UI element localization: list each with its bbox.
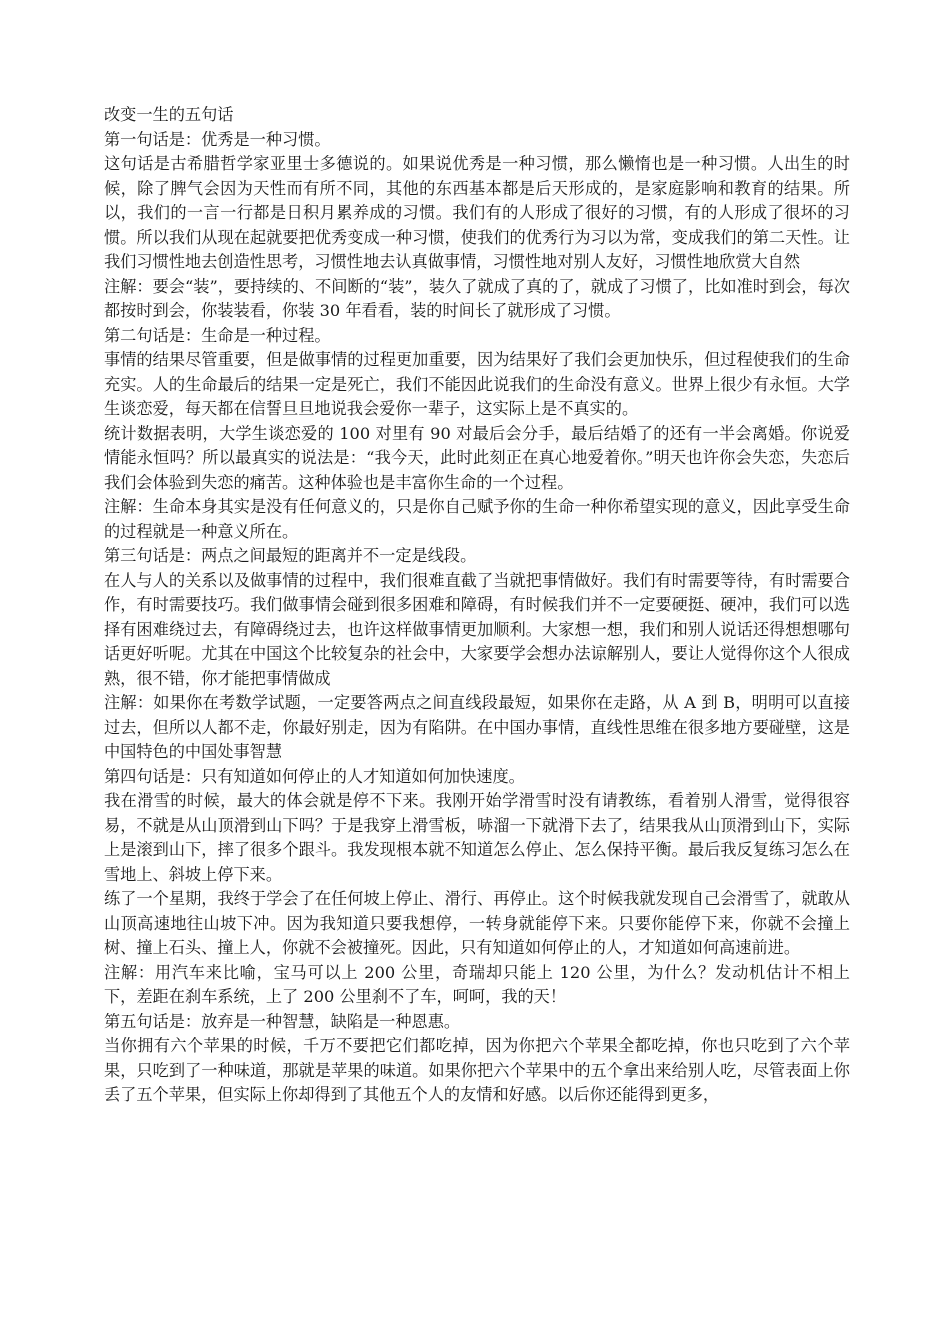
- annotation-paragraph: 注解：如果你在考数学试题，一定要答两点之间直线段最短，如果你在走路，从 A 到 B，明明可以直接过去，但所以人都不走，你最好别走，因为有陷阱。在中国办事情，直线性思维在很多地方要碰壁，这是中国特色的中国处事智慧: [104, 693, 850, 761]
- body-paragraph: 事情的结果尽管重要，但是做事情的过程更加重要，因为结果好了我们会更加快乐，但过程使我们的生命充实。人的生命最后的结果一定是死亡，我们不能因此说我们的生命没有意义。世界上很少有永恒。大学生谈恋爱，每天都在信誓旦旦地说我会爱你一辈子，这实际上是不真实的。: [104, 350, 850, 418]
- body-paragraph: 在人与人的关系以及做事情的过程中，我们很难直截了当就把事情做好。我们有时需要等待，有时需要合作，有时需要技巧。我们做事情会碰到很多困难和障碍，有时候我们并不一定要硬挺、硬冲，我们可以选择有困难绕过去，有障碍绕过去，也许这样做事情更加顺利。大家想一想，我们和别人说话还得想想哪句话更好听呢。尤其在中国这个比较复杂的社会中，大家要学会想办法谅解别人，要让人觉得你这个人很成熟，很不错，你才能把事情做成: [104, 570, 850, 688]
- document-page: [104, 103, 850, 1108]
- annotation-paragraph: 注解：要会“装”，要持续的、不间断的“装”，装久了就成了真的了，就成了习惯了，比如准时到会，每次都按时到会，你装装看，你装 30 年看看，装的时间长了就形成了习惯。: [104, 276, 850, 320]
- body-paragraph: 当你拥有六个苹果的时候，千万不要把它们都吃掉，因为你把六个苹果全都吃掉，你也只吃到了六个苹果，只吃到了一种味道，那就是苹果的味道。如果你把六个苹果中的五个拿出来给别人吃，尽管表面上你丢了五个苹果，但实际上你却得到了其他五个人的友情和好感。以后你还能得到更多，: [104, 1036, 850, 1104]
- body-paragraph: 统计数据表明，大学生谈恋爱的 100 对里有 90 对最后会分手，最后结婚了的还有一半会离婚。你说爱情能永恒吗？所以最真实的说法是：“我今天，此时此刻正在真心地爱着你。”明天也许你会失恋，失恋后我们会体验到失恋的痛苦。这种体验也是丰富你生命的一个过程。: [104, 423, 850, 492]
- body-paragraph: 这句话是古希腊哲学家亚里士多德说的。如果说优秀是一种习惯，那么懒惰也是一种习惯。人出生的时候，除了脾气会因为天性而有所不同，其他的东西基本都是后天形成的，是家庭影响和教育的结果。所以，我们的一言一行都是日积月累养成的习惯。我们有的人形成了很好的习惯，有的人形成了很坏的习惯。所以我们从现在起就要把优秀变成一种习惯，使我们的优秀行为习以为常，变成我们的第二天性。让我们习惯性地去创造性思考，习惯性地去认真做事情，习惯性地对别人友好，习惯性地欣赏大自然: [104, 154, 850, 271]
- heading-sentence-3: 第三句话是：两点之间最短的距离并不一定是线段。: [104, 546, 477, 565]
- heading-sentence-1: 第一句话是：优秀是一种习惯。: [104, 129, 331, 149]
- annotation-paragraph: 注解：生命本身其实是没有任何意义的，只是你自己赋予你的生命一种你希望实现的意义，因此享受生命的过程就是一种意义所在。: [104, 497, 850, 541]
- heading-sentence-2: 第二句话是：生命是一种过程。: [104, 325, 331, 345]
- body-paragraph: 练了一个星期，我终于学会了在任何坡上停止、滑行、再停止。这个时候我就发现自己会滑雪了，就敢从山顶高速地往山坡下冲。因为我知道只要我想停，一转身就能停下来。只要你能停下来，你就不会撞上树、撞上石头、撞上人，你就不会被撞死。因此，只有知道如何停止的人，才知道如何高速前进。: [104, 889, 850, 957]
- body-paragraph: 我在滑雪的时候，最大的体会就是停不下来。我刚开始学滑雪时没有请教练，看着别人滑雪，觉得很容易，不就是从山顶滑到山下吗？于是我穿上滑雪板，哧溜一下就滑下去了，结果我从山顶滑到山下，实际上是滚到山下，摔了很多个跟斗。我发现根本就不知道怎么停止、怎么保持平衡。最后我反复练习怎么在雪地上、斜坡上停下来。: [104, 791, 850, 884]
- annotation-paragraph: 注解：用汽车来比喻，宝马可以上 200 公里，奇瑞却只能上 120 公里，为什么？发动机估计不相上下，差距在刹车系统，上了 200 公里刹不了车，呵呵，我的天！: [104, 962, 850, 1006]
- heading-sentence-4: 第四句话是：只有知道如何停止的人才知道如何加快速度。: [104, 766, 525, 786]
- heading-sentence-5: 第五句话是：放弃是一种智慧，缺陷是一种恩惠。: [104, 1011, 461, 1031]
- document-title: 改变一生的五句话: [104, 105, 234, 124]
